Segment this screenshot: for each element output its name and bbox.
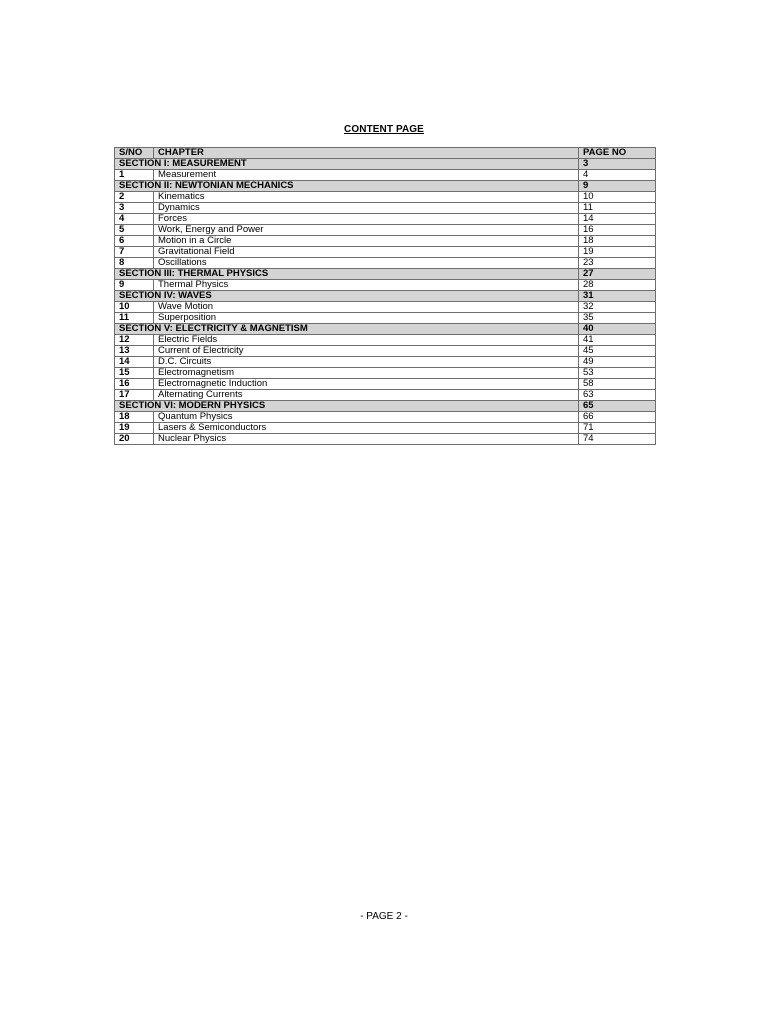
chapter-page-number: 10 [579,192,656,203]
chapter-number: 20 [115,434,154,445]
section-row [115,291,656,302]
chapter-row [115,335,656,346]
chapter-number: 15 [115,368,154,379]
chapter-page-number: 28 [579,280,656,291]
chapter-row [115,236,656,247]
chapter-number: 12 [115,335,154,346]
chapter-row [115,302,656,313]
chapter-page-number: 66 [579,412,656,423]
chapter-title: Dynamics [154,203,579,214]
chapter-title: Kinematics [154,192,579,203]
chapter-row [115,357,656,368]
section-page-number: 65 [579,401,656,412]
section-title: SECTION IV: WAVES [115,291,579,302]
chapter-row [115,346,656,357]
chapter-page-number: 23 [579,258,656,269]
chapter-page-number: 4 [579,170,656,181]
header-page-no: PAGE NO [579,148,656,159]
chapter-row [115,313,656,324]
chapter-row [115,225,656,236]
chapter-title: D.C. Circuits [154,357,579,368]
chapter-page-number: 49 [579,357,656,368]
chapter-page-number: 32 [579,302,656,313]
chapter-page-number: 71 [579,423,656,434]
chapter-row [115,280,656,291]
chapter-row [115,423,656,434]
chapter-title: Superposition [154,313,579,324]
chapter-title: Alternating Currents [154,390,579,401]
header-chapter: CHAPTER [154,148,579,159]
header-sno: S/NO [115,148,154,159]
chapter-row [115,434,656,445]
chapter-number: 17 [115,390,154,401]
page-title: CONTENT PAGE [344,124,424,135]
chapter-title: Wave Motion [154,302,579,313]
chapter-title: Quantum Physics [154,412,579,423]
section-title: SECTION VI: MODERN PHYSICS [115,401,579,412]
chapter-number: 8 [115,258,154,269]
chapter-number: 4 [115,214,154,225]
chapter-title: Electric Fields [154,335,579,346]
chapter-row [115,170,656,181]
chapter-title: Forces [154,214,579,225]
chapter-title: Motion in a Circle [154,236,579,247]
chapter-number: 6 [115,236,154,247]
chapter-title: Nuclear Physics [154,434,579,445]
chapter-title: Gravitational Field [154,247,579,258]
chapter-page-number: 18 [579,236,656,247]
chapter-page-number: 41 [579,335,656,346]
chapter-row [115,203,656,214]
page-footer: - PAGE 2 - [360,911,408,922]
chapter-title: Electromagnetic Induction [154,379,579,390]
chapter-number: 2 [115,192,154,203]
chapter-row [115,379,656,390]
section-title: SECTION V: ELECTRICITY & MAGNETISM [115,324,579,335]
section-page-number: 9 [579,181,656,192]
chapter-title: Work, Energy and Power [154,225,579,236]
section-page-number: 31 [579,291,656,302]
section-page-number: 40 [579,324,656,335]
chapter-number: 11 [115,313,154,324]
chapter-number: 10 [115,302,154,313]
chapter-row [115,247,656,258]
table-body [115,159,656,445]
chapter-page-number: 14 [579,214,656,225]
chapter-title: Measurement [154,170,579,181]
chapter-page-number: 63 [579,390,656,401]
table-header-row [115,148,656,159]
section-row [115,269,656,280]
section-row [115,401,656,412]
chapter-row [115,412,656,423]
chapter-page-number: 58 [579,379,656,390]
chapter-row [115,368,656,379]
section-row [115,181,656,192]
chapter-title: Electromagnetism [154,368,579,379]
chapter-page-number: 53 [579,368,656,379]
chapter-title: Oscillations [154,258,579,269]
chapter-page-number: 16 [579,225,656,236]
chapter-page-number: 19 [579,247,656,258]
chapter-page-number: 74 [579,434,656,445]
chapter-number: 1 [115,170,154,181]
chapter-row [115,192,656,203]
chapter-number: 5 [115,225,154,236]
chapter-number: 9 [115,280,154,291]
chapter-page-number: 45 [579,346,656,357]
chapter-number: 16 [115,379,154,390]
section-row [115,324,656,335]
section-page-number: 27 [579,269,656,280]
chapter-title: Thermal Physics [154,280,579,291]
chapter-page-number: 35 [579,313,656,324]
chapter-number: 3 [115,203,154,214]
chapter-number: 7 [115,247,154,258]
section-title: SECTION III: THERMAL PHYSICS [115,269,579,280]
section-row [115,159,656,170]
chapter-row [115,214,656,225]
chapter-number: 18 [115,412,154,423]
chapter-title: Lasers & Semiconductors [154,423,579,434]
chapter-number: 19 [115,423,154,434]
chapter-row [115,258,656,269]
section-title: SECTION I: MEASUREMENT [115,159,579,170]
chapter-title: Current of Electricity [154,346,579,357]
chapter-number: 13 [115,346,154,357]
section-page-number: 3 [579,159,656,170]
chapter-number: 14 [115,357,154,368]
chapter-page-number: 11 [579,203,656,214]
contents-table [114,147,656,445]
chapter-row [115,390,656,401]
section-title: SECTION II: NEWTONIAN MECHANICS [115,181,579,192]
